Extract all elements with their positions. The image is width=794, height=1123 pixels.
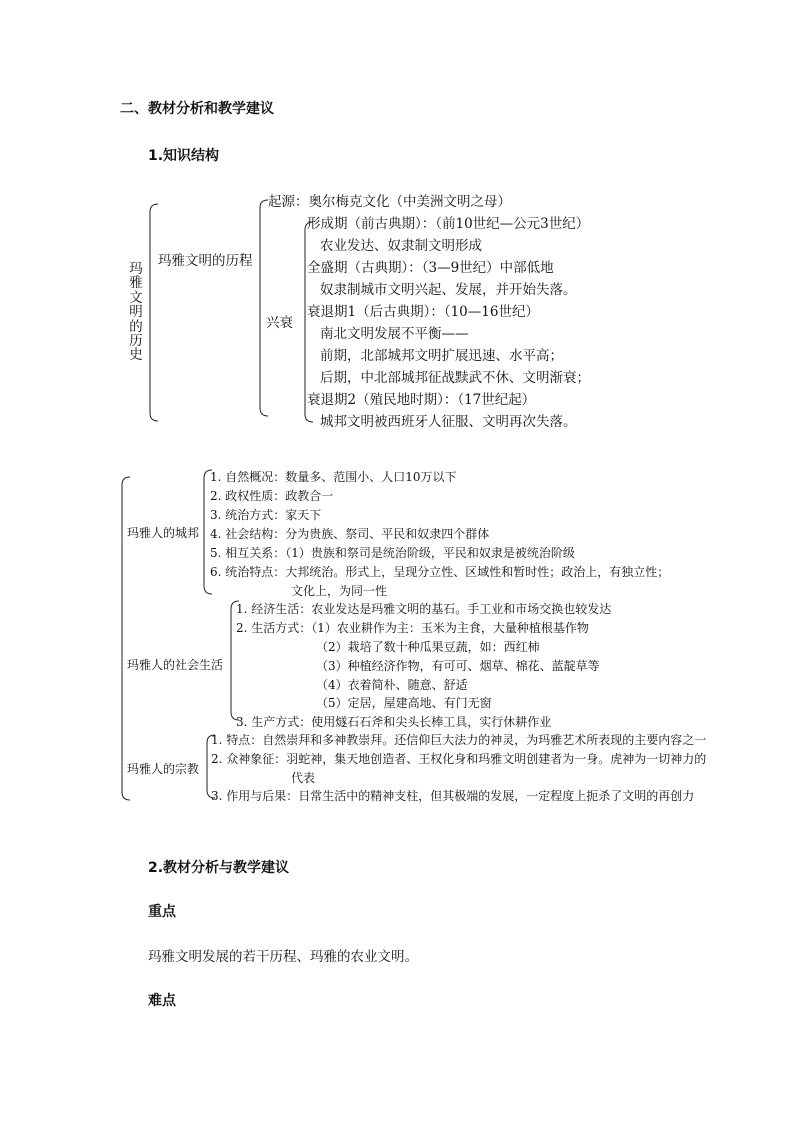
diagram1-line: 后期，中北部城邦征战黩武不休、文明渐衰；: [320, 370, 590, 386]
origin-line: 起源：奥尔梅克文化（中美洲文明之母）: [268, 194, 511, 210]
diagram1-line: 南北文明发展不平衡——: [320, 326, 469, 342]
social-life-item: 2. 生活方式：（1）农业耕作为主：玉米为主食，大量种植根基作物: [236, 621, 589, 635]
diagram1-line: 衰退期1（后古典期）：（10—16世纪）: [307, 304, 539, 320]
group-label-city-state: 玛雅人的城邦: [127, 526, 200, 540]
city-state-item: 3. 统治方式：家天下: [210, 508, 322, 522]
key-points-text: 玛雅文明发展的若干历程、玛雅的农业文明。: [148, 949, 418, 965]
city-state-item: 2. 政权性质：政教合一: [210, 489, 334, 503]
key-points-heading: 重点: [148, 904, 176, 920]
social-life-item: （4）衣着简朴、随意、舒适: [316, 678, 468, 692]
group-label-religion: 玛雅人的宗教: [127, 762, 200, 776]
social-life-item: 1. 经济生活：农业发达是玛雅文明的基石。手工业和市场交换也较发达: [236, 602, 612, 616]
diagram1-line: 全盛期（古典期）：（3—9世纪）中部低地: [307, 260, 554, 276]
group-label-social-life: 玛雅人的社会生活: [127, 658, 224, 672]
subheading-analysis: 2.教材分析与教学建议: [148, 860, 290, 876]
section-heading: 二、教材分析和教学建议: [120, 101, 274, 117]
social-life-item: （2）栽培了数十种瓜果豆蔬，如：西红柿: [316, 640, 540, 654]
city-state-item: 1. 自然概况：数量多、范围小、人口10万以下: [210, 470, 457, 484]
subheading-knowledge-structure: 1.知识结构: [148, 148, 220, 164]
social-life-item: 3. 生产方式：使用燧石石斧和尖头长棒工具，实行休耕作业: [236, 715, 552, 729]
history-brace: [260, 200, 268, 416]
diagram1-line: 形成期（前古典期）：（前10世纪—公元3世纪）: [307, 216, 590, 232]
city-state-item: 5. 相互关系：（1）贵族和祭司是统治阶级，平民和奴隶是被统治阶级: [210, 546, 575, 560]
religion-item: 代表: [291, 771, 316, 785]
city-state-item: 文化上，为同一性: [291, 584, 388, 598]
history-course-label: 玛雅文明的历程: [158, 253, 253, 269]
city-state-item: 6. 统治特点：大邦统治。形式上，呈现分立性、区域性和暂时性；政治上，有独立性；: [210, 565, 670, 579]
rise-fall-label: 兴衰: [266, 315, 293, 331]
diagram1-line: 农业发达、奴隶制文明形成: [320, 238, 482, 254]
religion-item: 2. 众神象征：羽蛇神，集天地创造者、王权化身和玛雅文明创建者为一身。虎神为一切神力的: [211, 752, 707, 766]
difficulties-heading: 难点: [148, 993, 176, 1009]
diagram-root-label: 玛雅文明的历史: [129, 261, 143, 364]
diagram1-line: 城邦文明被西班牙人征服、文明再次失落。: [320, 414, 577, 430]
religion-item: 3. 作用与后果：日常生活中的精神支柱，但其极端的发展，一定程度上扼杀了文明的再创力: [211, 789, 695, 803]
root-brace: [150, 204, 158, 421]
diagram1-line: 奴隶制城市文明兴起、发展，并开始失落。: [320, 282, 577, 298]
social-life-item: （5）定居，屋建高地、有门无窗: [316, 696, 492, 710]
diagram1-line: 前期，北部城邦文明扩展迅速、水平高；: [320, 348, 563, 364]
religion-item: 1. 特点：自然崇拜和多神教崇拜。还信仰巨大法力的神灵，为玛雅艺术所表现的主要内容之一: [211, 733, 707, 747]
diagram1-line: 衰退期2（殖民地时期）：（17世纪起）: [307, 392, 536, 408]
social-life-item: （3）种植经济作物，有可可、烟草、棉花、蓝靛草等: [316, 659, 600, 673]
city-state-item: 4. 社会结构：分为贵族、祭司、平民和奴隶四个群体: [210, 527, 490, 541]
